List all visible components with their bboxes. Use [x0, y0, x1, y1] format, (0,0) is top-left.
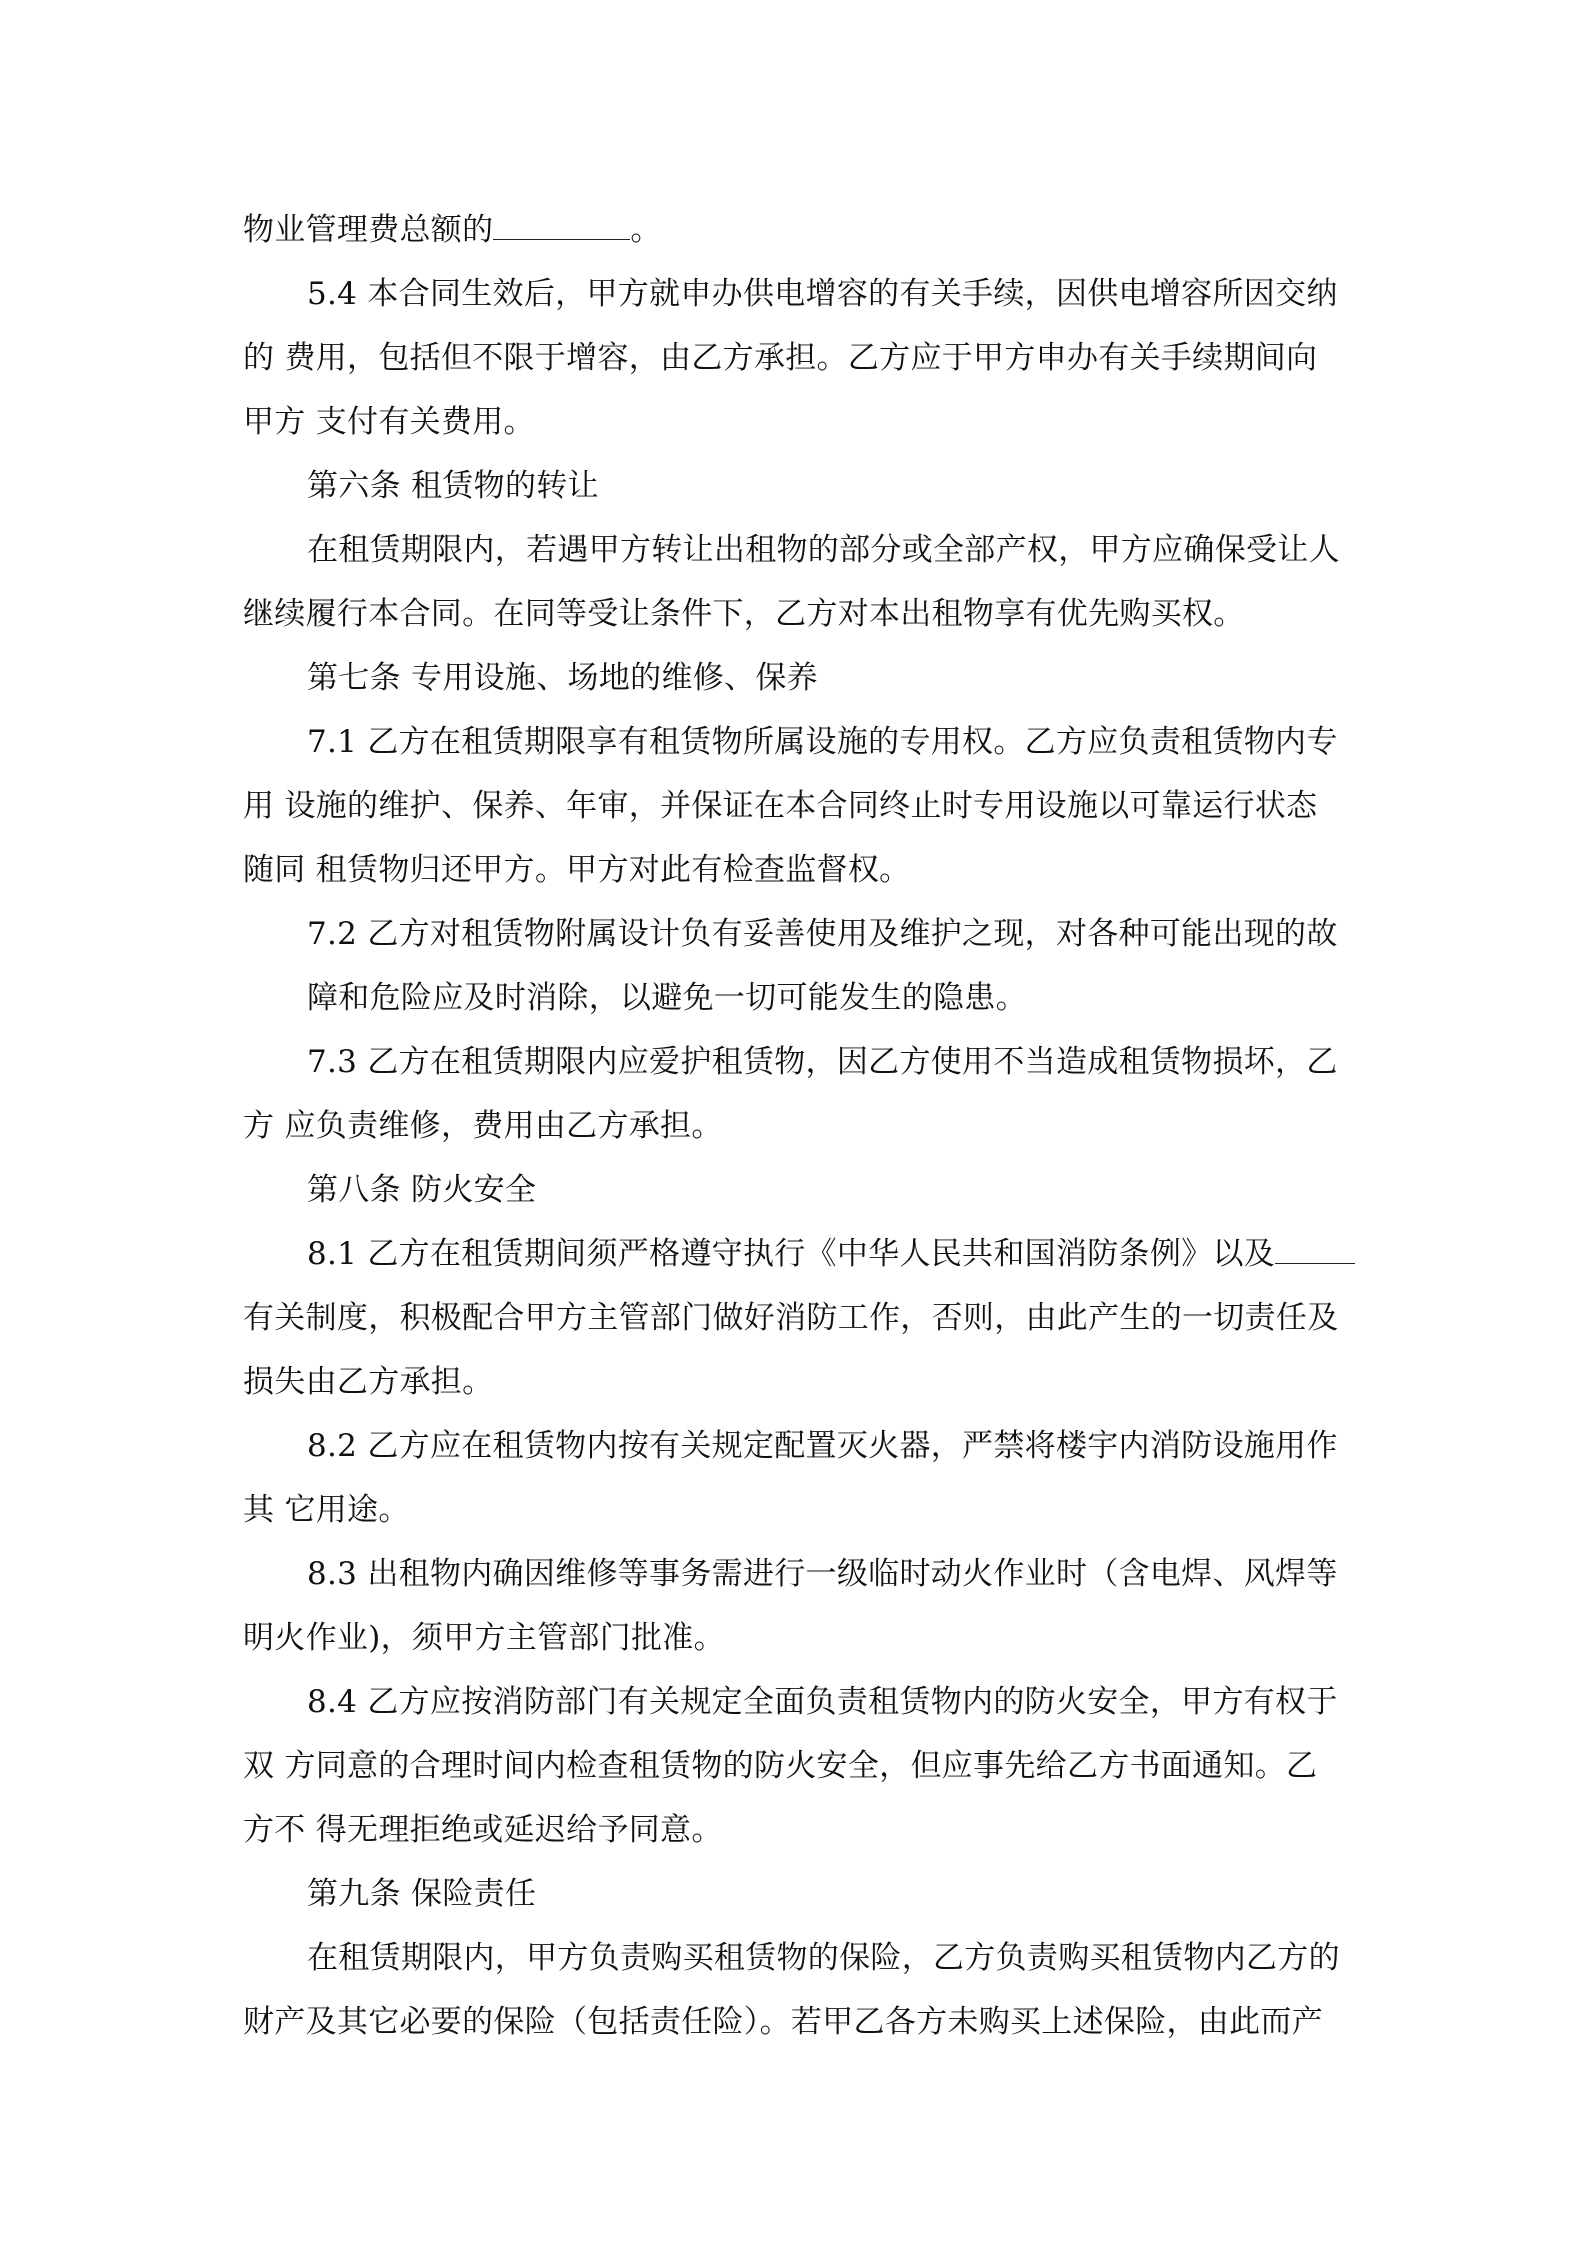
fill-in-blank [493, 209, 630, 240]
line-text: 甲方 支付有关费用。 [243, 404, 535, 440]
clause-8-2 [243, 1414, 1355, 1478]
line-text: 继续履行本合同。在同等受让条件下，乙方对本出租物享有优先购买权。 [243, 596, 1245, 632]
line-text: 有关制度，积极配合甲方主管部门做好消防工作，否则，由此产生的一切责任及 [243, 1300, 1339, 1336]
text-line [243, 326, 1355, 390]
line-text: 用 设施的维护、保养、年审，并保证在本合同终止时专用设施以可靠运行状态 [243, 788, 1318, 824]
text-line [243, 1798, 1355, 1862]
text-line [243, 1094, 1355, 1158]
line-text: 明火作业)，须甲方主管部门批准。 [243, 1620, 725, 1656]
text-line [243, 1734, 1355, 1798]
text-line [243, 966, 1355, 1030]
text-line [243, 774, 1355, 838]
text-line [243, 1350, 1355, 1414]
line-text: 损失由乙方承担。 [243, 1364, 494, 1400]
line-text: 方 应负责维修，费用由乙方承担。 [243, 1108, 723, 1144]
line-text: 的 费用，包括但不限于增容，由乙方承担。乙方应于甲方申办有关手续期间向 [243, 340, 1318, 376]
clause-7-3 [243, 1030, 1355, 1094]
line-text: 7.3 乙方在租赁期限内应爱护租赁物，因乙方使用不当造成租赁物损坏，乙 [307, 1044, 1338, 1080]
line-text: 在租赁期限内，甲方负责购买租赁物的保险，乙方负责购买租赁物内乙方的 [307, 1940, 1340, 1976]
line-text: 8.3 出租物内确因维修等事务需进行一级临时动火作业时（含电焊、风焊等 [307, 1556, 1338, 1592]
line-text: 障和危险应及时消除，以避免一切可能发生的隐患。 [307, 980, 1027, 1016]
line-text: 8.1 乙方在租赁期间须严格遵守执行《中华人民共和国消防条例》以及 [307, 1236, 1276, 1272]
article-6-heading [243, 454, 1355, 518]
clause-8-1 [243, 1222, 1355, 1286]
line-text: 8.2 乙方应在租赁物内按有关规定配置灭火器，严禁将楼宇内消防设施用作 [307, 1428, 1338, 1464]
line-text: 随同 租赁物归还甲方。甲方对此有检查监督权。 [243, 852, 911, 888]
text-line [243, 582, 1355, 646]
article-7-heading [243, 646, 1355, 710]
line-text: 在租赁期限内，若遇甲方转让出租物的部分或全部产权，甲方应确保受让人 [307, 532, 1340, 568]
clause-8-3 [243, 1542, 1355, 1606]
fill-in-blank [1275, 1233, 1355, 1264]
line-text: 第九条 保险责任 [307, 1876, 537, 1912]
document-body [243, 198, 1355, 2054]
line-suffix: 。 [630, 212, 662, 248]
clause-5-4 [243, 262, 1355, 326]
text-line [243, 518, 1355, 582]
text-line [243, 838, 1355, 902]
text-line [243, 1926, 1355, 1990]
line-text: 7.1 乙方在租赁期限享有租赁物所属设施的专用权。乙方应负责租赁物内专 [307, 724, 1338, 760]
line-text: 8.4 乙方应按消防部门有关规定全面负责租赁物内的防火安全，甲方有权于 [307, 1684, 1338, 1720]
text-line [243, 1478, 1355, 1542]
text-line [243, 1606, 1355, 1670]
clause-7-1 [243, 710, 1355, 774]
article-8-heading [243, 1158, 1355, 1222]
clause-8-4 [243, 1670, 1355, 1734]
line-text: 7.2 乙方对租赁物附属设计负有妥善使用及维护之现，对各种可能出现的故 [307, 916, 1338, 952]
clause-7-2 [243, 902, 1355, 966]
line-text: 第六条 租赁物的转让 [307, 468, 599, 504]
text-line [243, 390, 1355, 454]
line-text: 5.4 本合同生效后，甲方就申办供电增容的有关手续，因供电增容所因交纳 [307, 276, 1338, 312]
text-line [243, 1286, 1355, 1350]
line-text: 方不 得无理拒绝或延迟给予同意。 [243, 1812, 723, 1848]
line-text: 第七条 专用设施、场地的维修、保养 [307, 660, 818, 696]
text-line [243, 1990, 1355, 2054]
line-text: 双 方同意的合理时间内检查租赁物的防火安全，但应事先给乙方书面通知。乙 [243, 1748, 1318, 1784]
line-text: 财产及其它必要的保险（包括责任险）。若甲乙各方未购买上述保险，由此而产 [243, 2004, 1323, 2040]
article-9-heading [243, 1862, 1355, 1926]
text-line [243, 198, 1355, 262]
line-text: 物业管理费总额的 [243, 212, 494, 248]
line-text: 第八条 防火安全 [307, 1172, 537, 1208]
line-text: 其 它用途。 [243, 1492, 410, 1528]
